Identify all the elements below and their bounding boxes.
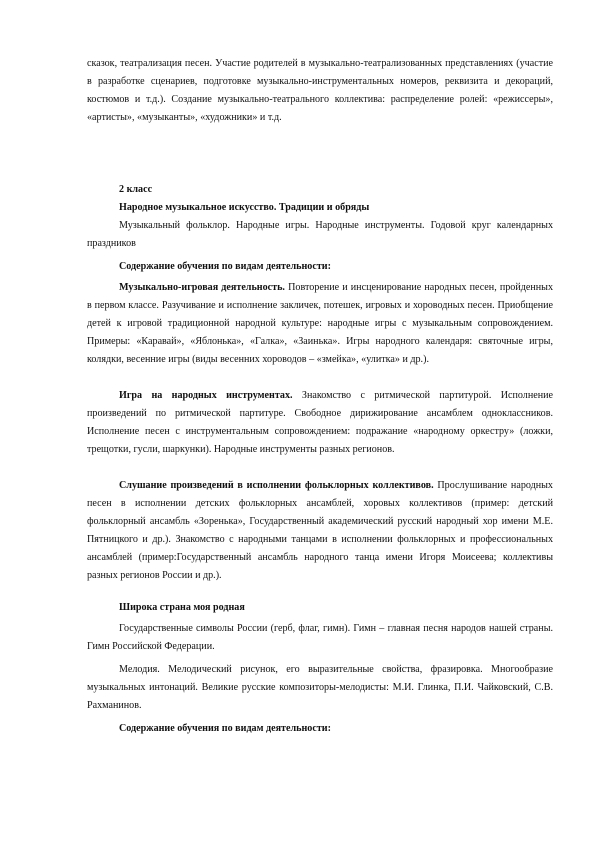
- content-heading-1: Содержание обучения по видам деятельности:: [119, 261, 331, 272]
- section1-description: Музыкальный фольклор. Народные игры. Народные инструменты. Годовой круг календарных праздников: [87, 220, 553, 249]
- activity-lead: Слушание произведений в исполнении фольклорных коллективов.: [119, 480, 434, 491]
- section1-title: Народное музыкальное искусство. Традиции и обряды: [119, 202, 370, 213]
- section2-paragraph-2: Мелодия. Мелодический рисунок, его выразительные свойства, фразировка. Многообразие музыкальных интонаций. Великие русские композиторы-мелодисты: М.И. Глинка, П.И. Чайковский, С.В. Рахманинов.: [87, 664, 553, 711]
- intro-paragraph: сказок, театрализация песен. Участие родителей в музыкально-театрализованных представлениях (участие в разработке сценариев, подготовке музыкально-инструментальных номеров, реквизита и декораций, костюмов и т.д.). Создание музыкально-театрального коллектива: распределение ролей: «режиссеры», «артисты», «музыканты», «художники» и т.д.: [87, 58, 553, 123]
- section2-paragraph-1: Государственные символы России (герб, флаг, гимн). Гимн – главная песня народов нашей страны. Гимн Российской Федерации.: [87, 623, 553, 652]
- activity-text: Прослушивание народных песен в исполнении детских фольклорных ансамблей, хоровых коллективов (пример: детский фольклорный ансамбль «Зоренька», Государственный академический русский народный хор имени М.Е. Пятницкого и др.). Знакомство с народными танцами в исполнении фольклорных и профессиональных ансамблей (пример:Государственный ансамбль народного танца имени Игоря Моисеева; коллективы разных регионов России и др.).: [87, 480, 553, 581]
- activity-lead: Музыкально-игровая деятельность.: [119, 282, 285, 293]
- content-heading-2: Содержание обучения по видам деятельности:: [119, 723, 331, 734]
- activity-text: Повторение и инсценирование народных песен, пройденных в первом классе. Разучивание и исполнение закличек, потешек, игровых и хороводных песен. Приобщение детей к игровой традиционной народной культуре: народные игры с музыкальным сопровождением. Примеры: «Каравай», «Яблонька», «Галка», «Заинька». Игры народного календаря: святочные игры, колядки, весенние игры (виды весенних хороводов – «змейка», «улитка» и др.).: [87, 282, 554, 365]
- activity-listening: [87, 477, 553, 585]
- activity-instruments: [87, 387, 553, 459]
- activity-music-game: [87, 279, 553, 369]
- grade-heading: 2 класс: [119, 184, 153, 195]
- activity-lead: Игра на народных инструментах.: [119, 390, 293, 401]
- activity-text: Знакомство с ритмической партитурой. Исполнение произведений по ритмической партитуре. Свободное дирижирование ансамблем одноклассников. Исполнение песен с инструментальным сопровождением: подражание «народному оркестру» (ложки, трещотки, гусли, шаркунки). Народные инструменты разных регионов.: [87, 390, 553, 455]
- section2-title: Широка страна моя родная: [119, 602, 245, 613]
